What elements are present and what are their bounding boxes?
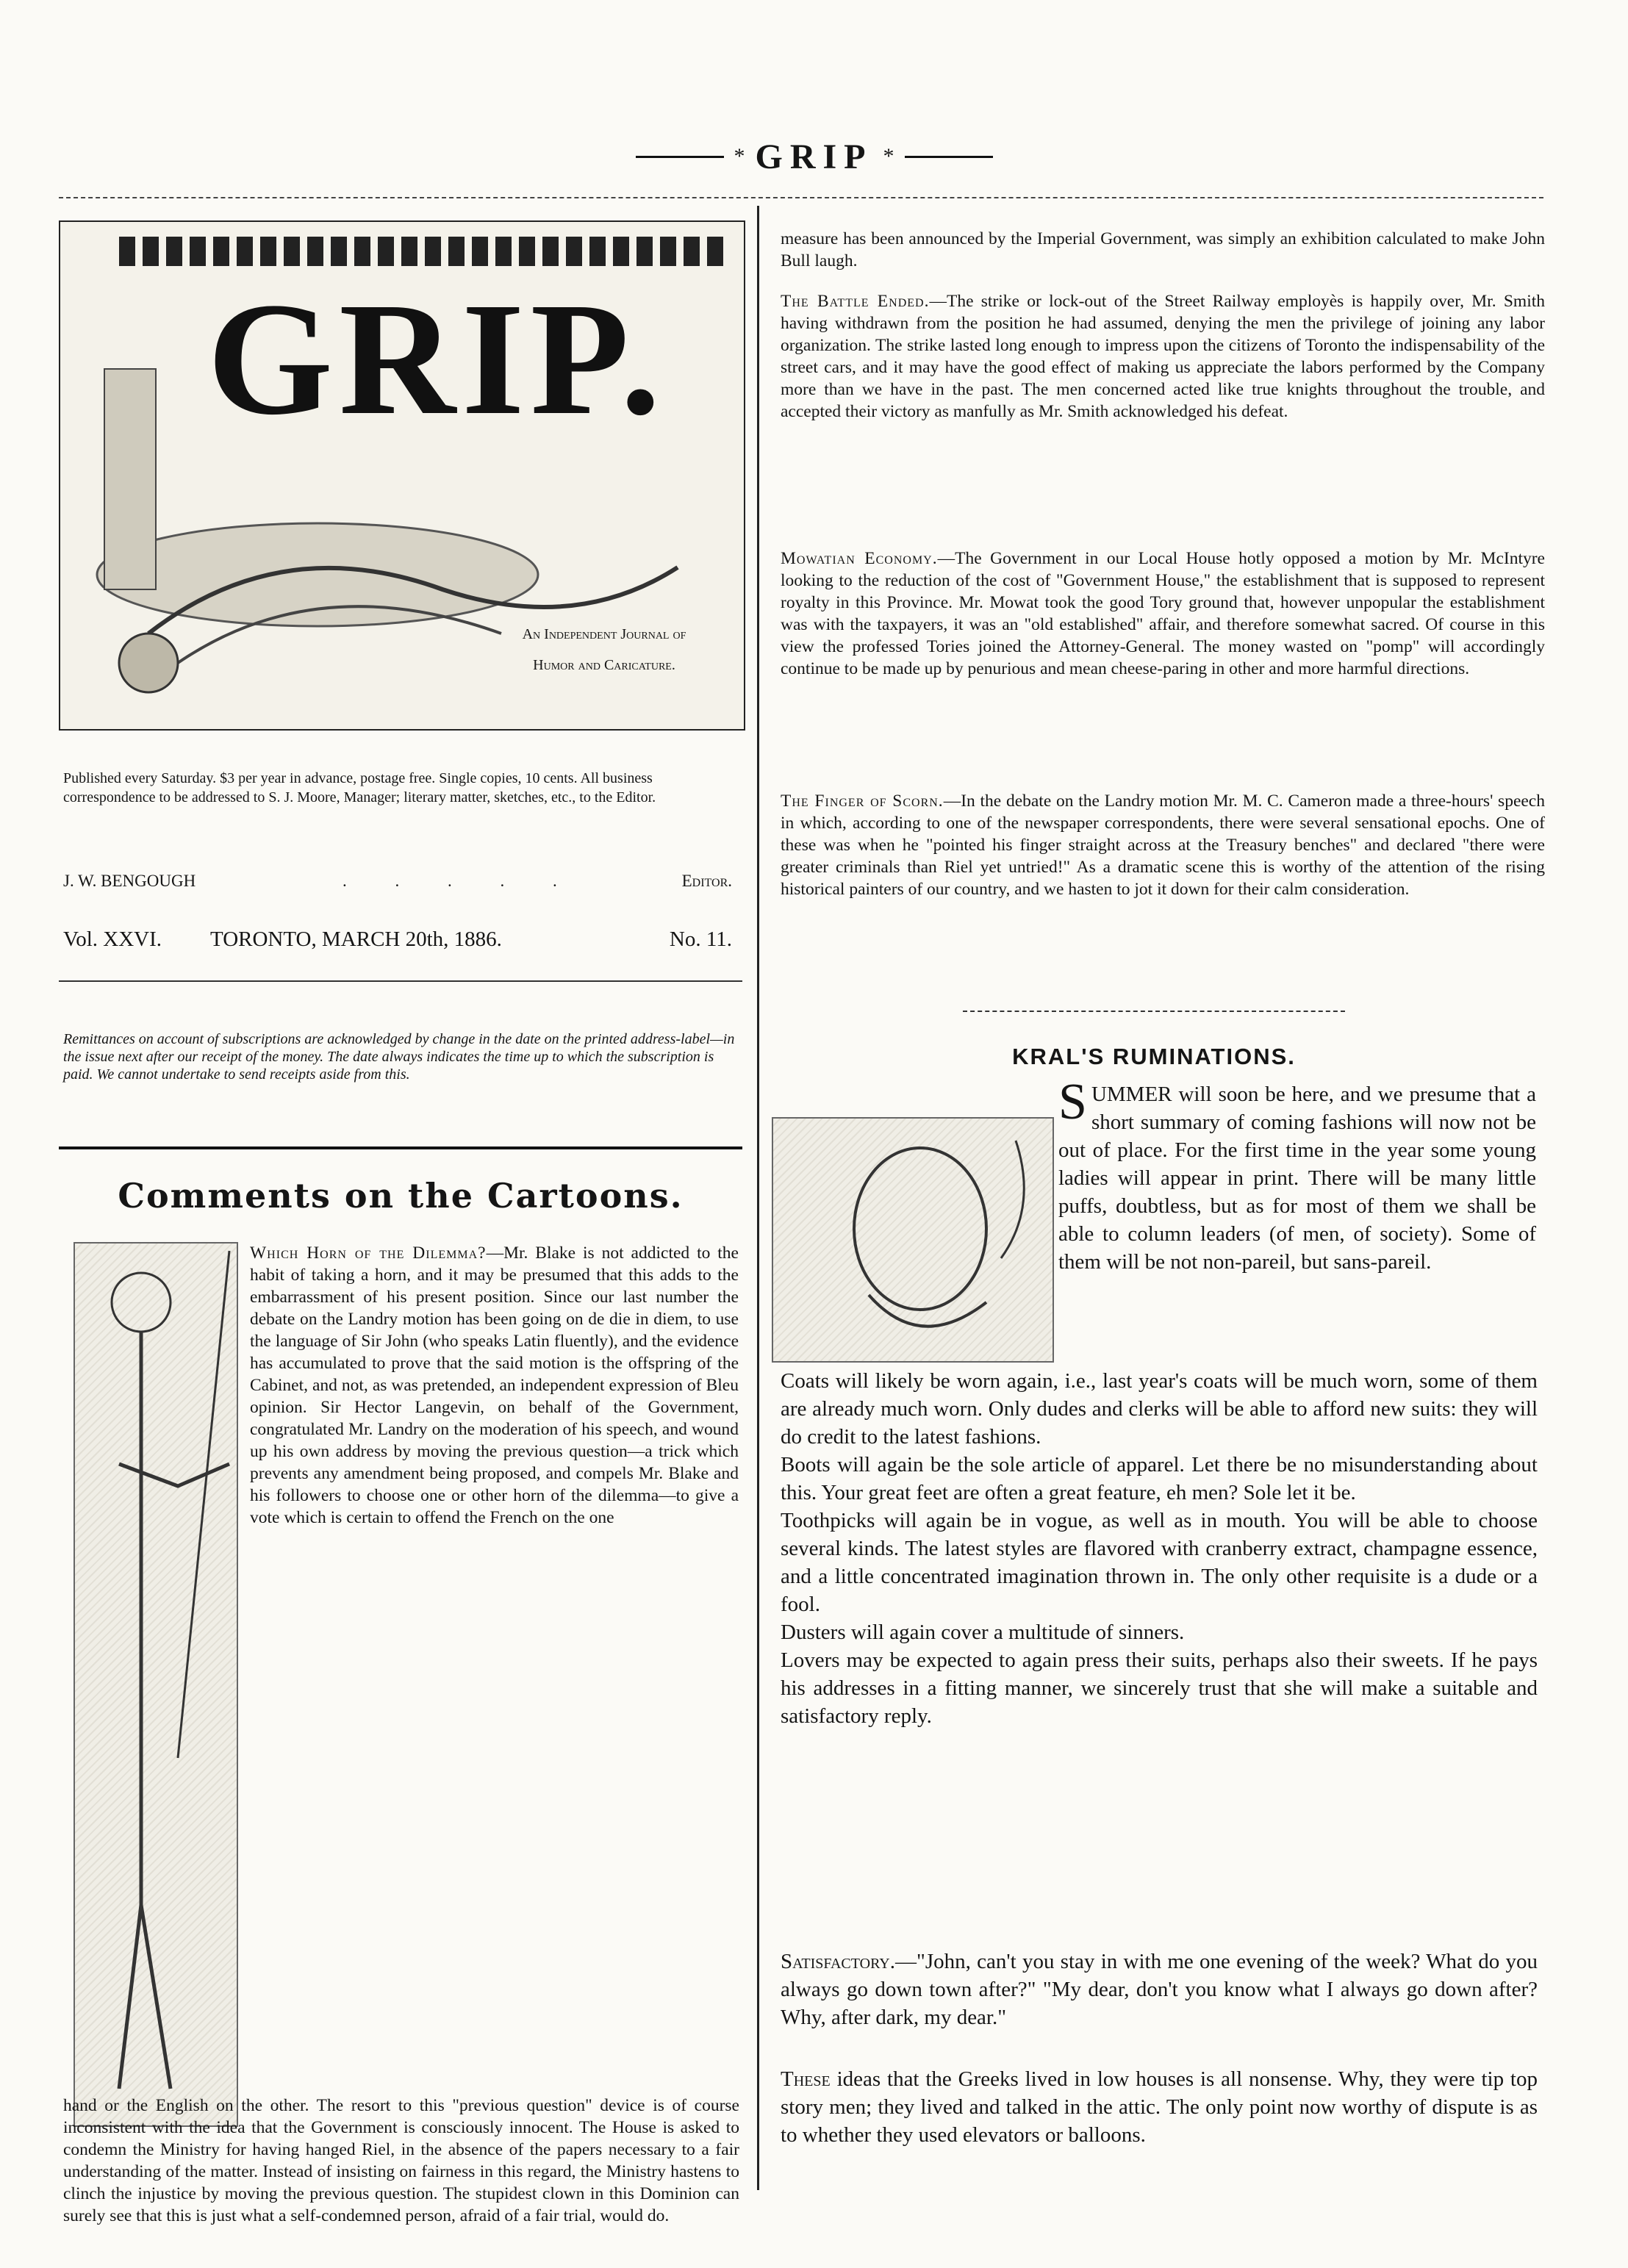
paragraph-text: UMMER will soon be here, and we presume that a short summary of coming fashions will now not be out of place. For the first time in the year some young ladies will appear in print. There will be many little puffs, doubtless, but as for most of them we shall be able to column leaders (of men, of society). Some of them will be not non-pareil, but sans-pareil. <box>1058 1083 1536 1274</box>
masthead-illustration <box>59 220 745 731</box>
blake-cartoon-illustration <box>73 1242 238 2127</box>
divider <box>59 1146 742 1149</box>
item-finger-of-scorn <box>781 790 1545 900</box>
leader-dots: . . . . . <box>343 872 579 890</box>
star-ornament-icon: * <box>883 144 894 168</box>
subtitle-line: Humor and Caricature. <box>533 657 675 673</box>
subtitle-line: An Independent Journal of <box>522 626 686 642</box>
kral-paragraph: Toothpicks will again be in vogue, as well as in mouth. You will be able to choose several kinds. The latest styles are flavored with cranberry extract, champagne essence, and a little concentrated imagination thrown in. The only other requisite is a dude or a fool. <box>781 1509 1538 1616</box>
paragraph-lead: The Finger of Scorn. <box>781 792 944 811</box>
paragraph-text: —In the debate on the Landry motion Mr. M. C. Cameron made a three-hours' speech in which, according to one of the newspaper correspondents, there were several sensational epochs. One of these was when he "pointed his finger straight across at the Treasury benches" and declared "there were greater criminals than Riel yet untried!" As a dramatic scene this is worthy of the attention of the rising historical painters of our country, and we hasten to jot it down for their calm consideration. <box>781 792 1545 899</box>
kral-paragraph: Boots will again be the sole article of apparel. Let there be no misunderstanding about this. Your great feet are often a great feature, eh men? Sole let it be. <box>781 1453 1538 1504</box>
top-divider <box>59 197 1543 198</box>
editor-name: J. W. BENGOUGH <box>63 872 196 890</box>
header-rule-right <box>905 156 993 158</box>
paragraph-text: —Mr. Blake is not addicted to the habit of taking a horn, and it may be presumed that this adds to the embarrassment of his present position. Since our last number the debate on the Landry motion has been going on de die in diem, to use the language of Sir John (who speaks Latin fluently), and the evidence has accumulated to prove that the said motion is the offspring of the Cabinet, and not, as was pretended, an independent expression of Bleu opinion. Sir Hector Langevin, on behalf of the Government, congratulated Mr. Landry on the moderation of his speech, and wound up his own address by moving the previous question—a trick which prevents any amendment being proposed, and compels Mr. Blake and his followers to choose one or other horn of the dilemma—to give a vote which is certain to offend the French on the one <box>250 1244 739 1527</box>
comment-which-horn-continued: hand or the English on the other. The resort to this "previous question" device is of course inconsistent with the idea that the Government is consciously innocent. The House is asked to condemn the Ministry for having hanged Riel, in the absence of the papers necessary to a fair understanding of the matter. Instead of insisting on fairness in this regard, the Ministry hastens to clinch the injustice by moving the previous question. The stupidest clown in this Dominion can surely see that this is just what a self-condemned person, afraid of a fair trial, would do. <box>63 2096 739 2225</box>
kral-paragraph: Dusters will again cover a multitude of sinners. <box>781 1621 1185 1644</box>
issue-date: TORONTO, MARCH 20th, 1886. <box>210 927 502 951</box>
paragraph-text: —"John, can't you stay in with me one evening of the week? What do you always go down town after?" "My dear, don't you know what I always go down after? Why, after dark, my dear." <box>781 1950 1538 2029</box>
remittance-note: Remittances on account of subscriptions are acknowledged by change in the date on the printed address-label—in the issue next after our receipt of the money. The date always indicates the time up to which the subscription is paid. We cannot undertake to send receipts aside from this. <box>63 1031 735 1083</box>
kral-paragraph: Coats will likely be worn again, i.e., last year's coats will be much worn, some of them are already much worn. Only dudes and clerks will be able to afford new suits: they will do credit to the latest fashions. <box>781 1369 1538 1449</box>
divider <box>963 1011 1345 1012</box>
item-satisfactory <box>781 1948 1538 2031</box>
continued-paragraph: measure has been announced by the Imperial Government, was simply an exhibition calculated to make John Bull laugh. <box>781 229 1545 270</box>
column-divider <box>757 206 759 2190</box>
masthead-subtitle <box>472 619 736 681</box>
editor-line <box>63 872 739 901</box>
paragraph-lead: Which Horn of the Dilemma? <box>250 1244 487 1263</box>
drop-cap: S <box>1058 1074 1087 1130</box>
kral-heading: KRAL'S RUMINATIONS. <box>1012 1044 1296 1069</box>
kral-portrait-illustration <box>772 1117 1054 1363</box>
paragraph-text: —The Government in our Local House hotly opposed a motion by Mr. McIntyre looking to the reduction of the cost of "Government House," the establishment that is supposed to represent royalty in this Province. Mr. Mowat took the good Tory ground that, however unpopular the establishment was with the taxpayers, it was an "old established" affair, and therefore somewhat sacred. Of course in this view the professed Tories joined the Attorney-General. The money wasted on "pomp" will accordingly continue to be made up by penurious and mean cheese-paring in other and more harmful directions. <box>781 549 1545 678</box>
comment-which-horn <box>250 1242 739 1529</box>
publication-info: Published every Saturday. $3 per year in advance, postage free. Single copies, 10 cents. All business correspondence to be addressed to S. J. Moore, Manager; literary matter, sketches, etc., to the Editor. <box>63 770 656 805</box>
header-rule-left <box>636 156 724 158</box>
star-ornament-icon: * <box>734 144 745 168</box>
volume-line <box>63 927 739 964</box>
item-battle-ended <box>781 290 1545 423</box>
page-title: GRIP <box>755 137 873 176</box>
page-header <box>0 131 1628 182</box>
kral-paragraph: Lovers may be expected to again press their suits, perhaps also their sweets. If he pays his addresses in a fitting manner, we sincerely trust that she will make a suitable and satisfactory reply. <box>781 1648 1538 1728</box>
divider <box>59 980 742 982</box>
item-mowatian-economy <box>781 548 1545 680</box>
paragraph-lead: Mowatian Economy. <box>781 549 938 568</box>
paragraph-lead: These <box>781 2067 831 2091</box>
item-these-ideas <box>781 2065 1538 2149</box>
portrait-icon <box>773 1119 1053 1361</box>
section-heading: Comments on the Cartoons. <box>118 1176 684 1216</box>
masthead-title: GRIP. <box>207 269 667 448</box>
paragraph-lead: The Battle Ended. <box>781 292 930 311</box>
paragraph-text: ideas that the Greeks lived in low houses is all nonsense. Why, they were tip top story men; they lived and talked in the attic. The only point now worthy of dispute is as to whether they used elevators or balloons. <box>781 2067 1538 2147</box>
paragraph-lead: Satisfactory. <box>781 1950 896 1973</box>
paragraph-text: —The strike or lock-out of the Street Railway employès is happily over, Mr. Smith having withdrawn from the position he had assumed, denying the men the privilege of joining any labor organization. The strike lasted long enough to impress upon the citizens of Toronto the indispensability of the street cars, and it may have the good effect of making us appreciate the labors performed by the Company more than we have in the past. The men concerned acted like true knights throughout the trouble, and accepted their victory as manfully as Mr. Smith acknowledged his defeat. <box>781 292 1546 421</box>
volume-number: Vol. XXVI. <box>63 927 162 951</box>
kral-paragraph <box>1058 1074 1536 1276</box>
kral-paragraphs <box>781 1367 1538 1730</box>
editor-title: Editor. <box>681 872 732 890</box>
issue-number: No. 11. <box>669 927 732 951</box>
cartoon-figure-icon <box>75 1244 237 2125</box>
